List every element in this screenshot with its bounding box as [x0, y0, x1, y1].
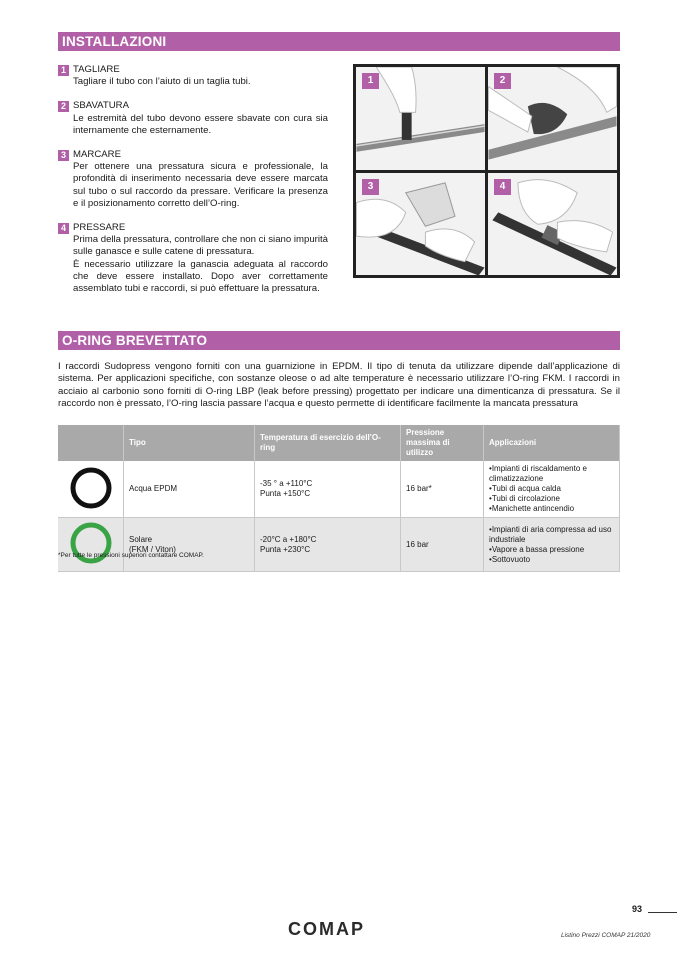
step-text: Le estremità del tubo devono essere sbavate con cura sia internamente che esternamente. [73, 112, 328, 136]
list-item: • Manichette antincendio [489, 504, 614, 514]
list-item: • Vapore a bassa pressione [489, 545, 614, 555]
temp-peak: Punta +230°C [260, 544, 311, 554]
photo-cutting [356, 67, 485, 170]
photo-badge: 3 [362, 179, 379, 195]
temp-range: -20°C a +180°C [260, 534, 317, 544]
photo-badge: 2 [494, 73, 511, 89]
cell-press: 16 bar* [401, 461, 484, 518]
page-number: 93 [632, 904, 643, 914]
cell-app [484, 518, 620, 572]
list-item: • Impianti di riscaldamento e climatizzazione [489, 464, 614, 484]
step-2 [58, 100, 328, 137]
table-row [58, 461, 620, 518]
list-item: • Tubi di acqua calda [489, 484, 614, 494]
photo-badge: 4 [494, 179, 511, 195]
header-press: Pressione massima di utilizzo [401, 425, 484, 461]
step-number: 2 [58, 101, 69, 112]
tipo-line: Solare [129, 534, 153, 544]
photo-marking [356, 173, 485, 276]
header-app: Applicazioni [484, 425, 620, 461]
installation-photos [353, 64, 620, 278]
step-title: TAGLIARE [73, 64, 120, 75]
step-text: Prima della pressatura, controllare che non ci siano impurità sulle ganasce e sulle catene di pressatura. [73, 234, 328, 258]
photo-pressing [488, 173, 617, 276]
photo-deburring [488, 67, 617, 170]
table-row [58, 518, 620, 572]
tipo-line: (FKM / Viton) [129, 544, 176, 554]
step-1 [58, 64, 328, 88]
cell-temp [255, 518, 401, 572]
installation-steps [58, 64, 328, 307]
step-title: PRESSARE [73, 222, 126, 234]
header-tipo: Tipo [124, 425, 255, 461]
cell-temp [255, 461, 401, 518]
cell-press: 16 bar [401, 518, 484, 572]
step-text: È necessario utilizzare la ganascia adeguata al raccordo che deve essere installato. Dopo aver correttamente assemblato tubi e raccordi, si può effettuare la pressatura. [73, 258, 328, 295]
step-title: MARCARE [73, 149, 121, 161]
step-number: 4 [58, 223, 69, 234]
step-3 [58, 149, 328, 210]
header-temp: Temperatura di esercizio dell’O-ring [255, 425, 401, 461]
comap-logo: COMAP [288, 919, 365, 939]
temp-peak: Punta +150°C [260, 489, 311, 498]
step-number: 1 [58, 65, 69, 76]
oring-epdm-icon [69, 466, 113, 510]
section-title-installazioni: INSTALLAZIONI [58, 32, 620, 51]
step-text: Per ottenere una pressatura sicura e professionale, la profondità di inserimento necessaria deve essere marcata sul tubo o sul raccordo da pressare. Verificare la presenza e il posizionamento corretto dell’O-ring. [73, 161, 328, 209]
ring-cell [58, 461, 124, 518]
section-title-oring: O-RING BREVETTATO [58, 331, 620, 350]
list-item: • Tubi di circolazione [489, 494, 614, 504]
temp-range: -35 ° a +110°C [260, 479, 313, 488]
table-header-row [58, 425, 620, 461]
oring-intro [58, 361, 620, 411]
step-4 [58, 222, 328, 295]
step-text: Tagliare il tubo con l’aiuto di un taglia tubi. [73, 76, 251, 88]
photo-badge: 1 [362, 73, 379, 89]
table-footnote: *Per tutte le pressioni superiori contattare COMAP. [58, 552, 204, 559]
intro-text: I raccordi Sudopress vengono forniti con una guarnizione in EPDM. Il tipo di tenuta da utilizzare dipende dall’applicazione di sistema. Per applicazioni specifiche, con sostanze oleose o ad alte temperature è necessario utilizzare l’O-ring FKM. I raccordi in acciaio al carbonio sono forniti di O-ring LBP (leak before pressing) progettato per indicare una dimenticanza di pressatura. Se il raccordo non è pressato, l’O-ring lascia passare l’acqua e questo permette di identificare facilmente la mancata pressatura [58, 361, 620, 410]
page-number-rule [648, 912, 677, 913]
catalog-footer: Listino Prezzi COMAP 21/2020 [561, 932, 651, 939]
step-title: SBAVATURA [73, 100, 129, 112]
list-item: • Sottovuoto [489, 555, 614, 565]
header-ring [58, 425, 124, 461]
cell-app [484, 461, 620, 518]
step-number: 3 [58, 150, 69, 161]
ring-cell [58, 518, 124, 572]
list-item: • Impianti di aria compressa ad uso industriale [489, 525, 614, 545]
cell-tipo: Acqua EPDM [124, 461, 255, 518]
cell-tipo [124, 518, 255, 572]
oring-table [58, 425, 620, 572]
